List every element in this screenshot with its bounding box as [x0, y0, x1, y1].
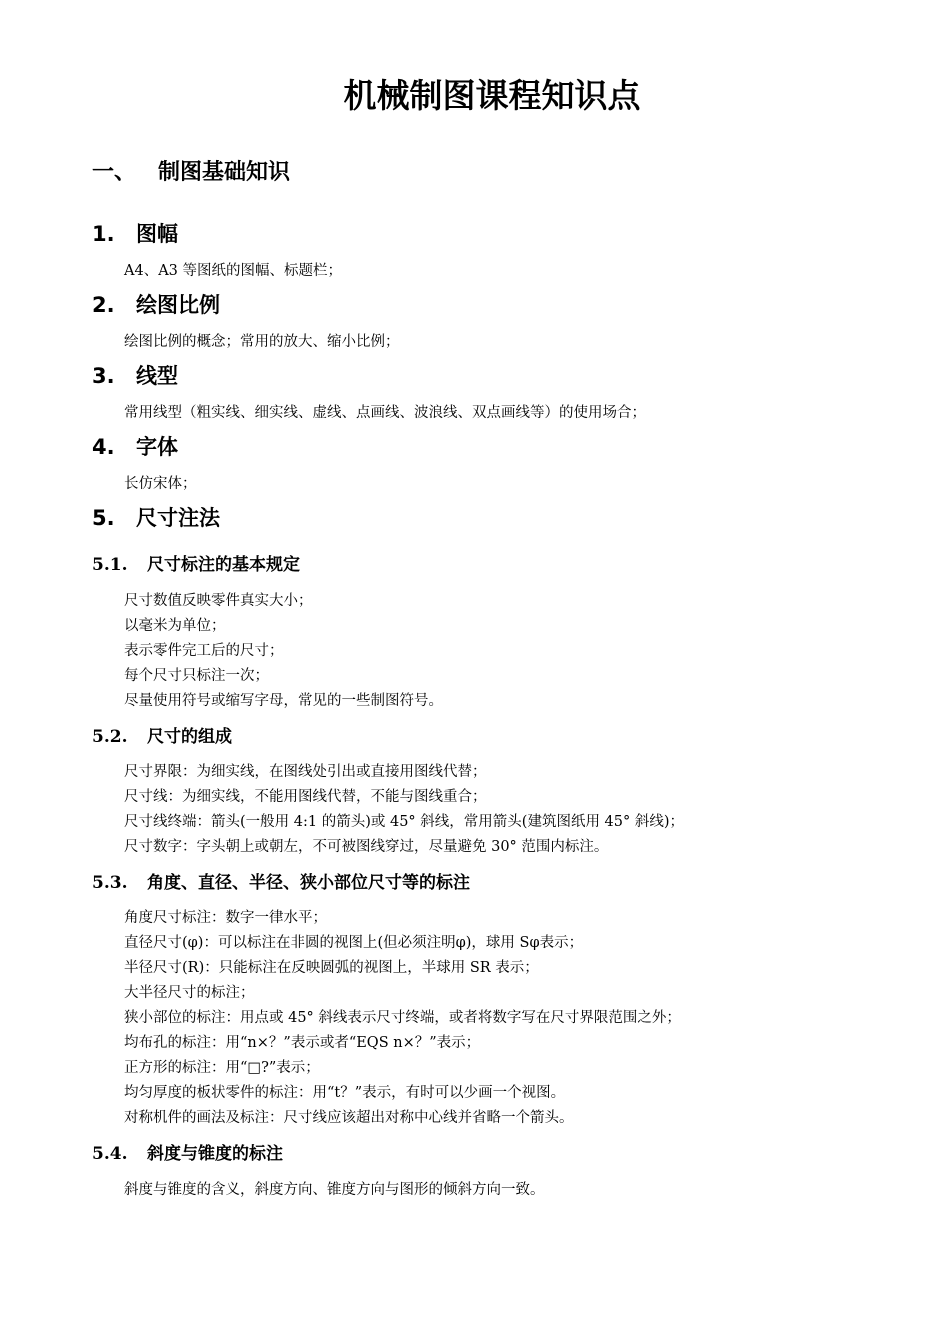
body-line: 表示零件完工后的尺寸； [124, 643, 284, 659]
section-number: 1. [92, 222, 115, 246]
section-heading-5 [92, 503, 220, 533]
section-heading-1 [92, 219, 178, 249]
subsection-number: 5.3. [92, 873, 128, 893]
subsection-heading-5-1 [92, 552, 300, 578]
page-title: 机械制图课程知识点 [343, 76, 641, 115]
body-line: 尺寸数字：字头朝上或朝左，不可被图线穿过，尽量避免 30° 范围内标注。 [124, 839, 609, 855]
chapter-number: 一、 [92, 160, 137, 185]
section-body-3 [124, 401, 646, 426]
subsection-body-5-2 [124, 760, 684, 860]
subsection-number: 5.1. [92, 555, 128, 575]
section-label: 字体 [136, 435, 178, 459]
body-line: 大半径尺寸的标注； [124, 985, 255, 1001]
subsection-label: 斜度与锥度的标注 [147, 1144, 283, 1164]
section-number: 5. [92, 506, 115, 530]
section-label: 尺寸注法 [136, 506, 220, 530]
subsection-number: 5.2. [92, 727, 128, 747]
body-line: 正方形的标注：用“□?”表示； [124, 1060, 320, 1076]
section-heading-3 [92, 361, 178, 391]
body-line: 常用线型（粗实线、细实线、虚线、点画线、波浪线、双点画线等）的使用场合； [124, 405, 646, 421]
section-label: 线型 [136, 364, 178, 388]
subsection-body-5-1 [124, 589, 443, 714]
body-line: 对称机件的画法及标注：尺寸线应该超出对称中心线并省略一个箭头。 [124, 1110, 574, 1126]
body-line: 狭小部位的标注：用点或 45° 斜线表示尺寸终端，或者将数字写在尺寸界限范围之外； [124, 1010, 681, 1026]
body-line: 长仿宋体； [124, 476, 197, 492]
body-line: 尺寸数值反映零件真实大小； [124, 593, 313, 609]
subsection-number: 5.4. [92, 1144, 128, 1164]
section-heading-4 [92, 432, 178, 462]
body-line: 均布孔的标注：用“n×？”表示或者“EQS n×？”表示； [124, 1035, 481, 1051]
subsection-body-5-4 [124, 1178, 545, 1203]
section-body-1 [124, 259, 342, 284]
subsection-label: 尺寸标注的基本规定 [147, 555, 300, 575]
body-line: 斜度与锥度的含义，斜度方向、锥度方向与图形的倾斜方向一致。 [124, 1182, 545, 1198]
body-line: 尽量使用符号或缩写字母，常见的一些制图符号。 [124, 693, 443, 709]
chapter-label: 制图基础知识 [158, 160, 291, 185]
body-line: 以毫米为单位； [124, 618, 226, 634]
subsection-label: 尺寸的组成 [147, 727, 232, 747]
section-label: 图幅 [136, 222, 178, 246]
body-line: 均匀厚度的板状零件的标注：用“t？”表示，有时可以少画一个视图。 [124, 1085, 566, 1101]
subsection-heading-5-2 [92, 724, 232, 750]
subsection-body-5-3 [124, 906, 681, 1131]
section-heading-2 [92, 290, 220, 320]
body-line: 绘图比例的概念；常用的放大、缩小比例； [124, 334, 400, 350]
subsection-label: 角度、直径、半径、狭小部位尺寸等的标注 [147, 873, 470, 893]
body-line: 半径尺寸(R)：只能标注在反映圆弧的视图上，半球用 SR 表示； [124, 960, 539, 976]
section-number: 4. [92, 435, 115, 459]
body-line: 尺寸线终端：箭头(一般用 4:1 的箭头)或 45° 斜线，常用箭头(建筑图纸用 45° 斜线)； [124, 814, 685, 830]
body-line: 尺寸界限：为细实线，在图线处引出或直接用图线代替； [124, 764, 487, 780]
chapter-heading [92, 156, 290, 190]
subsection-heading-5-4 [92, 1141, 283, 1167]
section-body-4 [124, 472, 197, 497]
section-body-2 [124, 330, 400, 355]
body-line: 尺寸线：为细实线，不能用图线代替，不能与图线重合； [124, 789, 487, 805]
body-line: 直径尺寸(φ)：可以标注在非圆的视图上(但必须注明φ)，球用 Sφ表示； [124, 935, 584, 951]
body-line: 角度尺寸标注：数字一律水平； [124, 910, 327, 926]
section-label: 绘图比例 [136, 293, 220, 317]
body-line: 每个尺寸只标注一次； [124, 668, 269, 684]
section-number: 2. [92, 293, 115, 317]
subsection-heading-5-3 [92, 870, 470, 896]
body-line: A4、A3 等图纸的图幅、标题栏； [124, 263, 343, 279]
section-number: 3. [92, 364, 115, 388]
